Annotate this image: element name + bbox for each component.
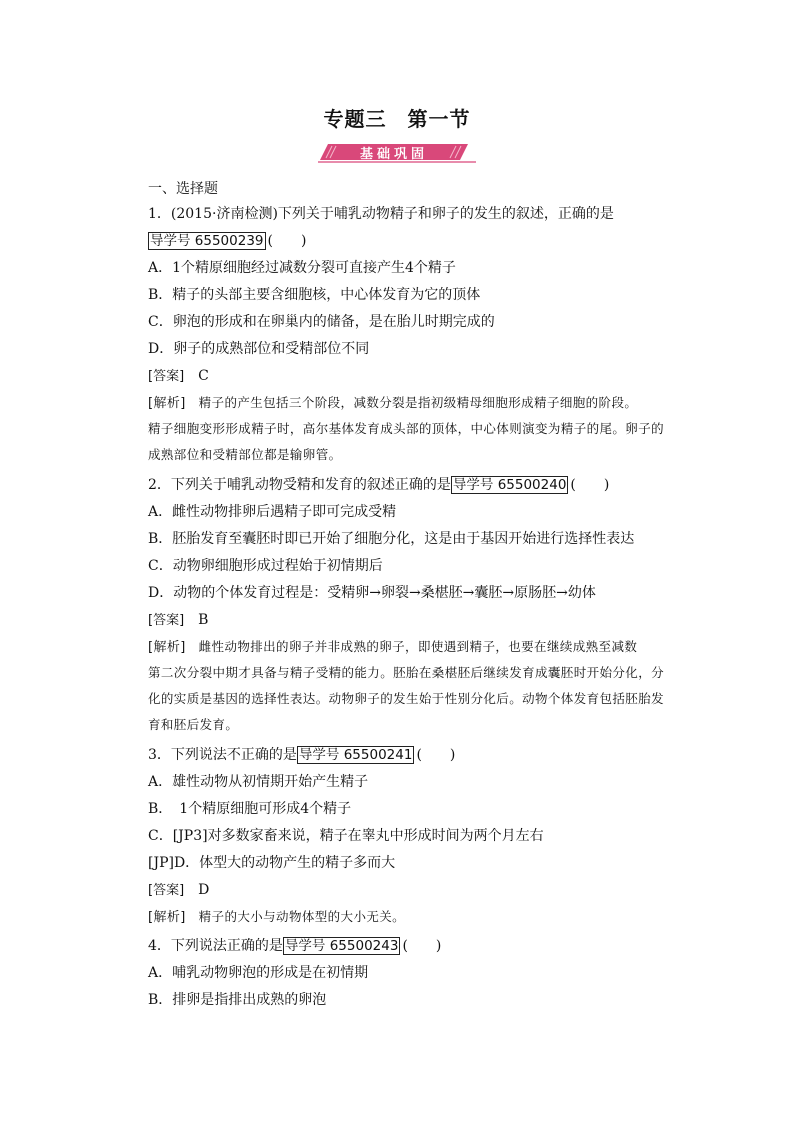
q2-explanation-line-4: 育和胚后发育。: [148, 717, 239, 732]
explanation-tag: [解析]: [148, 396, 186, 411]
explanation-tag: [解析]: [148, 640, 186, 655]
section-banner: [318, 141, 478, 163]
q2-option-b: B．胚胎发育至囊胚时即已开始了细胞分化，这是由于基因开始进行选择性表达: [148, 531, 635, 547]
q4-option-a: A．哺乳动物卵泡的形成是在初情期: [148, 965, 369, 981]
q2-stem: 2．下列关于哺乳动物受精和发育的叙述正确的是: [148, 477, 451, 493]
q3-stem: 3．下列说法不正确的是: [148, 747, 297, 763]
q4-option-b: B．排卵是指排出成熟的卵泡: [148, 992, 327, 1008]
q1-option-d: D．卵子的成熟部位和受精部位不同: [148, 341, 370, 357]
banner-label: 基础巩固: [359, 147, 428, 162]
answer-tag: [答案]: [148, 369, 185, 384]
explanation-text: 精子的大小与动物体型的大小无关。: [198, 909, 406, 924]
q4-guide-number: 导学号 65500243: [284, 938, 399, 954]
explanation-tag: [解析]: [148, 910, 186, 925]
q2-answer-paren: ( ): [570, 477, 610, 493]
explanation-text: 精子的产生包括三个阶段，减数分裂是指初级精母细胞形成精子细胞的阶段。: [198, 395, 638, 410]
q2-answer: [148, 611, 208, 630]
q2-guide-number: 导学号 65500240: [452, 477, 567, 493]
q3-explanation-line-1: [148, 908, 405, 927]
answer-value: C: [198, 368, 209, 384]
q3-option-b: B． 1个精原细胞可形成4个精子: [148, 801, 352, 817]
q1-option-b: B．精子的头部主要含细胞核，中心体发育为它的顶体: [148, 287, 481, 303]
q3-answer-paren: ( ): [416, 747, 456, 763]
q3-option-c: C．[JP3]对多数家畜来说，精子在睾丸中形成时间为两个月左右: [148, 828, 544, 844]
answer-value: D: [198, 882, 210, 898]
q3-option-a: A．雄性动物从初情期开始产生精子: [148, 774, 369, 790]
answer-tag: [答案]: [148, 613, 185, 628]
q3-stem-line: [148, 746, 455, 764]
q4-stem: 4．下列说法正确的是: [148, 938, 283, 954]
q1-answer: [148, 367, 209, 386]
q1-option-c: C．卵泡的形成和在卵巢内的储备，是在胎儿时期完成的: [148, 314, 495, 330]
q4-answer-paren: ( ): [402, 938, 442, 954]
q1-explanation-line-2: 精子细胞变形形成精子时，高尔基体发育成头部的顶体，中心体则演变为精子的尾。卵子的: [148, 421, 665, 436]
q2-explanation-line-2: 第二次分裂中期才具备与精子受精的能力。胚胎在桑椹胚后继续发育成囊胚时开始分化，分: [148, 665, 665, 680]
q1-stem: 1．(2015·济南检测)下列关于哺乳动物精子和卵子的发生的叙述，正确的是: [148, 206, 614, 222]
q3-option-d: [JP]D．体型大的动物产生的精子多而大: [148, 855, 396, 871]
answer-tag: [答案]: [148, 883, 185, 898]
q3-guide-number: 导学号 65500241: [298, 747, 413, 763]
q3-answer: [148, 881, 209, 900]
q2-option-c: C．动物卵细胞形成过程始于初情期后: [148, 558, 383, 574]
q2-option-d: D．动物的个体发育过程是：受精卵→卵裂→桑椹胚→囊胚→原肠胚→幼体: [148, 585, 596, 601]
q4-stem-line: [148, 937, 441, 955]
q1-explanation-line-1: [148, 394, 637, 413]
q2-option-a: A．雌性动物排卵后遇精子即可完成受精: [148, 504, 397, 520]
q1-answer-paren: ( ): [267, 233, 307, 249]
q1-ref-line: [148, 232, 306, 250]
q1-option-a: A．1个精原细胞经过减数分裂可直接产生4个精子: [148, 260, 456, 276]
explanation-text: 雌性动物排出的卵子并非成熟的卵子，即使遇到精子，也要在继续成熟至减数: [198, 639, 638, 654]
q2-explanation-line-3: 化的实质是基因的选择性表达。动物卵子的发生始于性别分化后。动物个体发育包括胚胎发: [148, 691, 665, 706]
q2-stem-line: [148, 476, 609, 494]
page-title: 专题三 第一节: [323, 107, 471, 131]
q1-guide-number: 导学号 65500239: [150, 233, 264, 249]
q1-explanation-line-3: 成熟部位和受精部位都是输卵管。: [148, 447, 342, 462]
q2-explanation-line-1: [148, 638, 637, 657]
section-heading: 一、选择题: [148, 181, 218, 197]
answer-value: B: [198, 612, 209, 628]
